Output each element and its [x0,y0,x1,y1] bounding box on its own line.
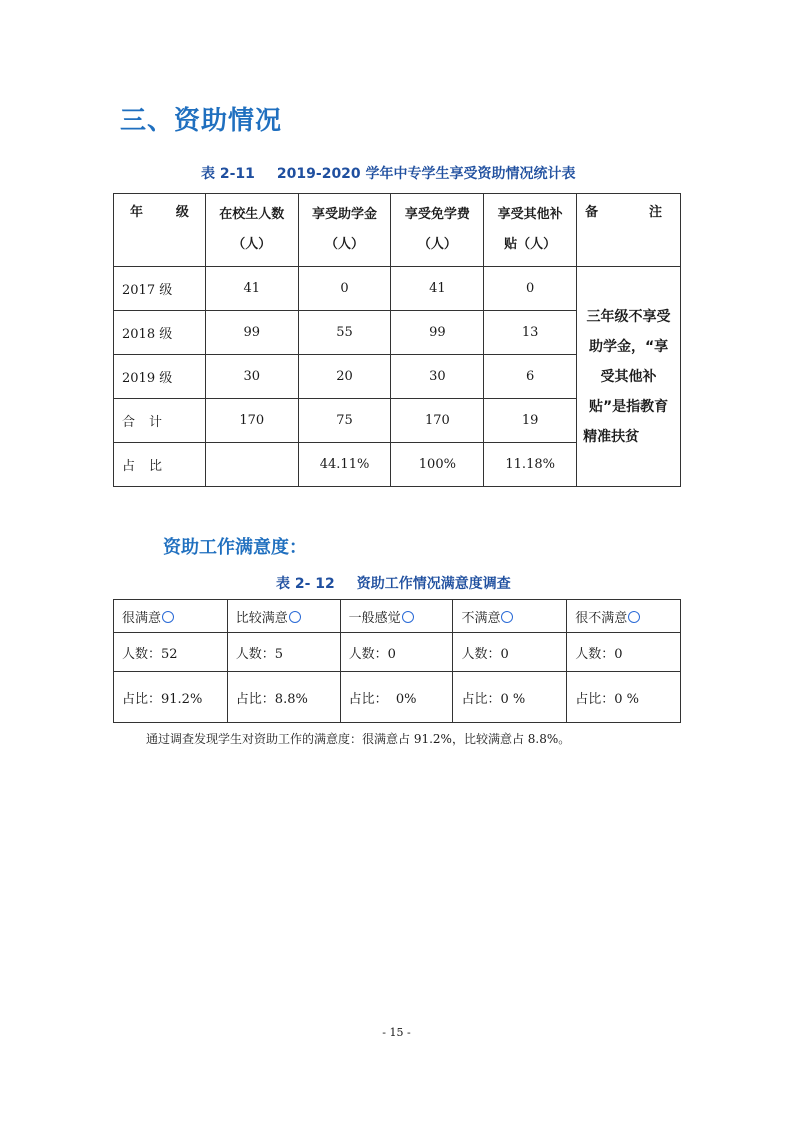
header-other: 享受其他补 贴（人） [484,194,577,267]
satisfaction-heading: 资助工作满意度： [163,537,307,558]
option-neutral[interactable]: 一般感觉 [340,600,453,633]
ratio-cell: 占比：0 % [567,672,681,723]
cell-students: 41 [205,267,298,311]
table-header-row [114,194,681,267]
cell-other: 19 [484,399,577,443]
table-row [114,672,681,723]
cell-grant: 44.11% [298,443,391,487]
cell-grant: 55 [298,311,391,355]
cell-tuition: 170 [391,399,484,443]
radio-circle-icon[interactable] [402,611,414,623]
header-students: 在校生人数 （人） [205,194,298,267]
cell-grant: 75 [298,399,391,443]
satisfaction-table [113,599,681,723]
cell-tuition: 99 [391,311,484,355]
table2-caption-text: 资助工作情况满意度调查 [356,576,511,592]
cell-tuition: 100% [391,443,484,487]
table1-caption [201,163,576,183]
cell-other: 13 [484,311,577,355]
header-grade: 年级 [114,194,206,267]
page-number: - 15 - [382,1026,411,1039]
cell-grade: 合计 [114,399,206,443]
cell-grant: 20 [298,355,391,399]
option-unsatisfied[interactable]: 不满意 [453,600,567,633]
section-title: 三、资助情况 [120,106,283,136]
cell-tuition: 41 [391,267,484,311]
aid-statistics-table [113,193,681,487]
ratio-cell: 占比：91.2% [114,672,228,723]
cell-grade: 2018 级 [114,311,206,355]
count-cell: 人数：0 [340,633,453,672]
table2-caption [276,573,511,593]
radio-circle-icon[interactable] [628,611,640,623]
option-fairly-satisfied[interactable]: 比较满意 [227,600,340,633]
cell-students: 170 [205,399,298,443]
ratio-cell: 占比：0 % [453,672,567,723]
count-cell: 人数：0 [567,633,681,672]
cell-grade: 2019 级 [114,355,206,399]
note-cell: 三年级不享受助学金，“享受其他补贴”是指教育精准扶贫 [577,267,681,487]
table1-caption-number: 表 2-11 [201,166,255,182]
cell-grade: 占比 [114,443,206,487]
option-very-satisfied[interactable]: 很满意 [114,600,228,633]
cell-grant: 0 [298,267,391,311]
cell-tuition: 30 [391,355,484,399]
cell-students: 99 [205,311,298,355]
header-grant: 享受助学金 （人） [298,194,391,267]
cell-students: 30 [205,355,298,399]
header-note: 备注 [577,194,681,267]
cell-grade: 2017 级 [114,267,206,311]
header-tuition: 享受免学费 （人） [391,194,484,267]
count-cell: 人数：52 [114,633,228,672]
radio-circle-icon[interactable] [162,611,174,623]
cell-other: 0 [484,267,577,311]
radio-circle-icon[interactable] [501,611,513,623]
count-cell: 人数：5 [227,633,340,672]
option-very-unsatisfied[interactable]: 很不满意 [567,600,681,633]
ratio-cell: 占比：8.8% [227,672,340,723]
radio-circle-icon[interactable] [289,611,301,623]
ratio-cell: 占比： 0% [340,672,453,723]
summary-paragraph: 通过调查发现学生对资助工作的满意度：很满意占 91.2%，比较满意占 8.8%。 [146,732,571,746]
table-row [114,267,681,311]
table-header-row [114,600,681,633]
cell-other: 11.18% [484,443,577,487]
cell-other: 6 [484,355,577,399]
cell-students [205,443,298,487]
table-row [114,633,681,672]
table2-caption-number: 表 2- 12 [276,576,335,592]
count-cell: 人数：0 [453,633,567,672]
table1-caption-text: 2019-2020 学年中专学生享受资助情况统计表 [276,166,576,182]
